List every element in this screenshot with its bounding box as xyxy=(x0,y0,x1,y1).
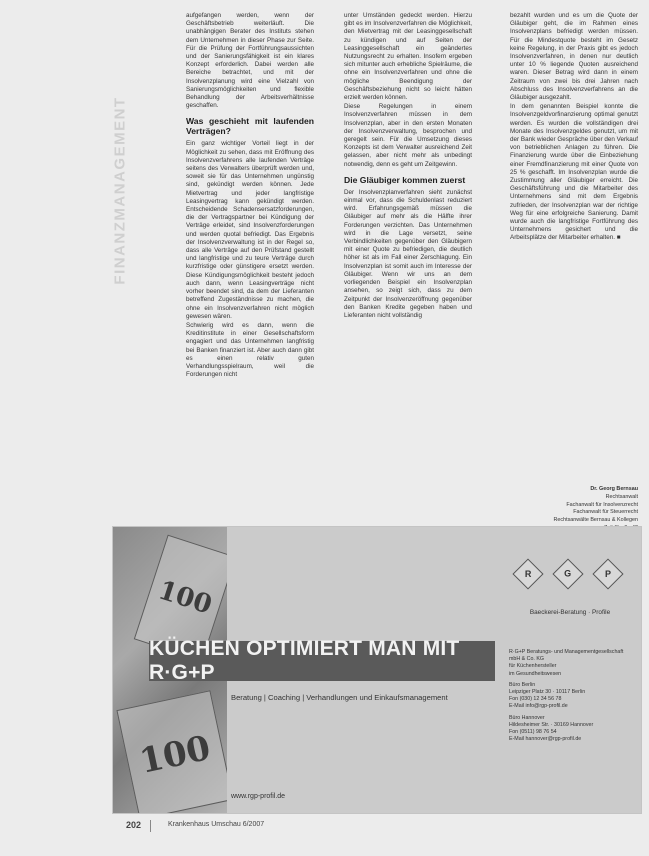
paragraph: Schwierig wird es dann, wenn die Kreditinstitute in einer Gesellschaftsform engagiert und das Unternehmen langfristig bei Banken finanziert ist. Aber auch dann gibt es einen relativ guten Verhandlungsspielraum, weil die Forderungen nicht xyxy=(186,321,314,379)
ad-slogan: Baeckerei-Beratung · Profile xyxy=(529,609,611,616)
ad-tagline: Beratung | Coaching | Verhandlungen und Einkaufsmanagement xyxy=(231,693,448,702)
section-label-text: FINANZMANAGEMENT xyxy=(111,95,129,285)
author-line: Rechtsanwälte Bernsau & Kollegen xyxy=(553,517,638,524)
ad-headline: KÜCHEN OPTIMIERT MAN MIT R·G+P xyxy=(149,637,460,684)
author-name: Dr. Georg Bernsau xyxy=(590,486,638,492)
advertisement xyxy=(112,526,642,814)
rgp-logo xyxy=(509,557,631,601)
article-column-3 xyxy=(510,12,638,442)
magazine-issue: Krankenhaus Umschau 6/2007 xyxy=(168,821,265,828)
paragraph: Diese Regelungen in einem Insolvenzverfahren müssen in dem Insolvenzplan, aber in den ersten Monaten der Insolvenzverwaltung, besprochen und geregelt sein. Für die Umsetzung dieses Konzepts ist dem Verwalter ausreichend Zeit gelassen, aber nicht mehr als unbedingt notwendig, denn es geht um Zeitgewinn. xyxy=(344,103,472,168)
article-column-2 xyxy=(344,12,472,512)
section-label xyxy=(100,70,140,310)
logo-diamond-r: R xyxy=(512,558,543,589)
page-footer xyxy=(126,820,406,834)
footer-divider xyxy=(150,820,151,832)
paragraph: Ein ganz wichtiger Vorteil liegt in der Möglichkeit zu sehen, dass mit Eröffnung des Insolvenzverfahrens alle laufenden Verträge seitens des Verwalters überprüft werden und, soweit sie für das Unternehmen ungünstig sind, gekündigt werden können. Jede Mietvertrag und jeder langfristige Leasingvertrag kann gekündigt werden. Entscheidende Schadensersatzforderungen, die der Vertragspartner bei Kündigung der Verträge erleidet, sind Insolvenzforderungen und werden quotal befriedigt. Das Ergebnis der Insolvenzverwaltung ist in der Regel so, dass alle Verträge auf den Prüfstand gestellt und langfristige und zu teure Verträge durch kurzfristige oder günstigere ersetzt werden. Diese Kündigungsmöglichkeit besteht jedoch auch dann, wenn Leasingverträge nicht vorher beendet sind, da dem der Lieferanten betreffend Zugeständnisse zu machen, die ohne ein Insolvenzverfahren nicht möglich gewesen wären. xyxy=(186,140,314,320)
paragraph: In dem genannten Beispiel konnte die Insolvenzgeldvorfinanzierung optimal genutzt werden. Es wurden die vollständigen drei Monate des Insolvenzgeldes genutzt, um mit der Bank wieder Gespräche über den Verkauf von betrieblichen Anlagen zu führen. Die Finanzierung wurde über die Einbeziehung einer Fremdfinanzierung mit einer Quote von 25 % geschafft. Im Insolvenzplan wurde die Zustimmung aller Gläubiger erreicht. Die Geschäftsführung und die Mitarbeiter des Unternehmens sind mit dem Ergebnis zufrieden, der Insolvenzplan war der richtige Weg für eine erfolgreiche Sanierung. Damit wurde auch die langfristige Fortführung des Unternehmens gesichert und die Arbeitsplätze der Mitarbeiter erhalten. ■ xyxy=(510,103,638,242)
paragraph: bezahlt wurden und es um die Quote der Gläubiger geht, die im Rahmen eines Insolvenzplans befriedigt werden müssen. Für die Mindestquote besteht im Gesetz keine Regelung, in der Praxis gibt es jedoch Insolvenzverfahren, in denen nur deutlich unter 10 % liegende Quoten ausreichend waren. Dieser Betrag wird dann in einem Zeitraum von zwei bis drei Jahren nach Abschluss des Insolvenzverfahrens an die Gläubiger ausgezahlt. xyxy=(510,12,638,102)
page-number: 202 xyxy=(126,820,142,830)
author-line: Fachanwalt für Steuerrecht xyxy=(573,509,638,516)
subheading: Die Gläubiger kommen zuerst xyxy=(344,174,466,185)
paragraph: Der Insolvenzplanverfahren sieht zunächst einmal vor, dass die Schuldenlast reduziert wird. Erfahrungsgemäß müssen die Gläubiger auf mehr als die Hälfte ihrer Forderungen verzichten. Das Unternehmen wird in die Lage versetzt, seine Verbindlichkeiten gegenüber den Gläubigern mit einer Quote zu befriedigen, die deutlich höher ist als im Fall einer Zerschlagung. Ein Insolvenzplan ist somit auch im Interesse der Gläubiger. Wenn wir uns an dem vorliegenden Beispiel ein Insolvenzplan ansehen, so zeigt sich, dass zu dem Zeitpunkt der Insolvenzeröffnung gegenüber den Banken Kredite gegeben haben und Lieferanten nicht vollständig xyxy=(344,188,472,319)
author-line: Fachanwalt für Insolvenzrecht xyxy=(566,501,638,508)
paragraph: unter Umständen gedeckt werden. Hierzu gibt es im Insolvenzverfahren die Möglichkeit, den Mietvertrag mit der Leasinggesellschaft zu kündigen und auf Seiten der Leasinggesellschaft ein geändertes Nutzungsrecht zu erhalten. Insofern ergeben sich mitunter auch erhebliche Spielräume, die ohne ein Insolvenzverfahren und ohne die mögliche Beendigung der Geschäftsbeziehung nicht so leicht hätten erzielt werden können. xyxy=(344,12,472,102)
logo-diamond-p: P xyxy=(592,558,623,589)
ad-website-link[interactable]: www.rgp-profil.de xyxy=(231,793,286,800)
banknote: 100 xyxy=(116,690,227,814)
ad-headline-bar xyxy=(149,637,495,684)
ad-contact-info: R·G+P Beratungs- und Managementgesellschaft mbH & Co. KG für Küchenhersteller im Gesundheitswesen Büro Berlin Leipziger Platz 30 · 10117 Berlin Fon (030) 12 34 56 78 E-Mail info@rgp-profil.de Büro Hannover Hildesheimer Str. · 30169 Hannover Fon (0511) 98 76 54 E-Mail hannover@rgp-profil.de xyxy=(509,649,624,743)
author-line: Rechtsanwalt xyxy=(605,493,638,500)
logo-diamond-g: G xyxy=(552,558,583,589)
paragraph: aufgefangen werden, wenn der Geschäftsbetrieb weiterläuft. Die unabhängigen Berater des Instituts stehen dem Unternehmen in dieser Phase zur Seite. Für die Prüfung der Fortführungsaussichten und der Sanierungsfähigkeit ist ein klares Konzept erforderlich. Dabei werden alle Bereiche betrachtet, und mit der Insolvenzplanung wird eine Vielzahl von Sanierungsmöglichkeiten und flexible Behandlung der Arbeitsverhältnisse geschaffen. xyxy=(186,12,314,110)
banknote: 100 xyxy=(134,535,227,662)
subheading: Was geschieht mit laufenden Verträgen? xyxy=(186,116,314,137)
